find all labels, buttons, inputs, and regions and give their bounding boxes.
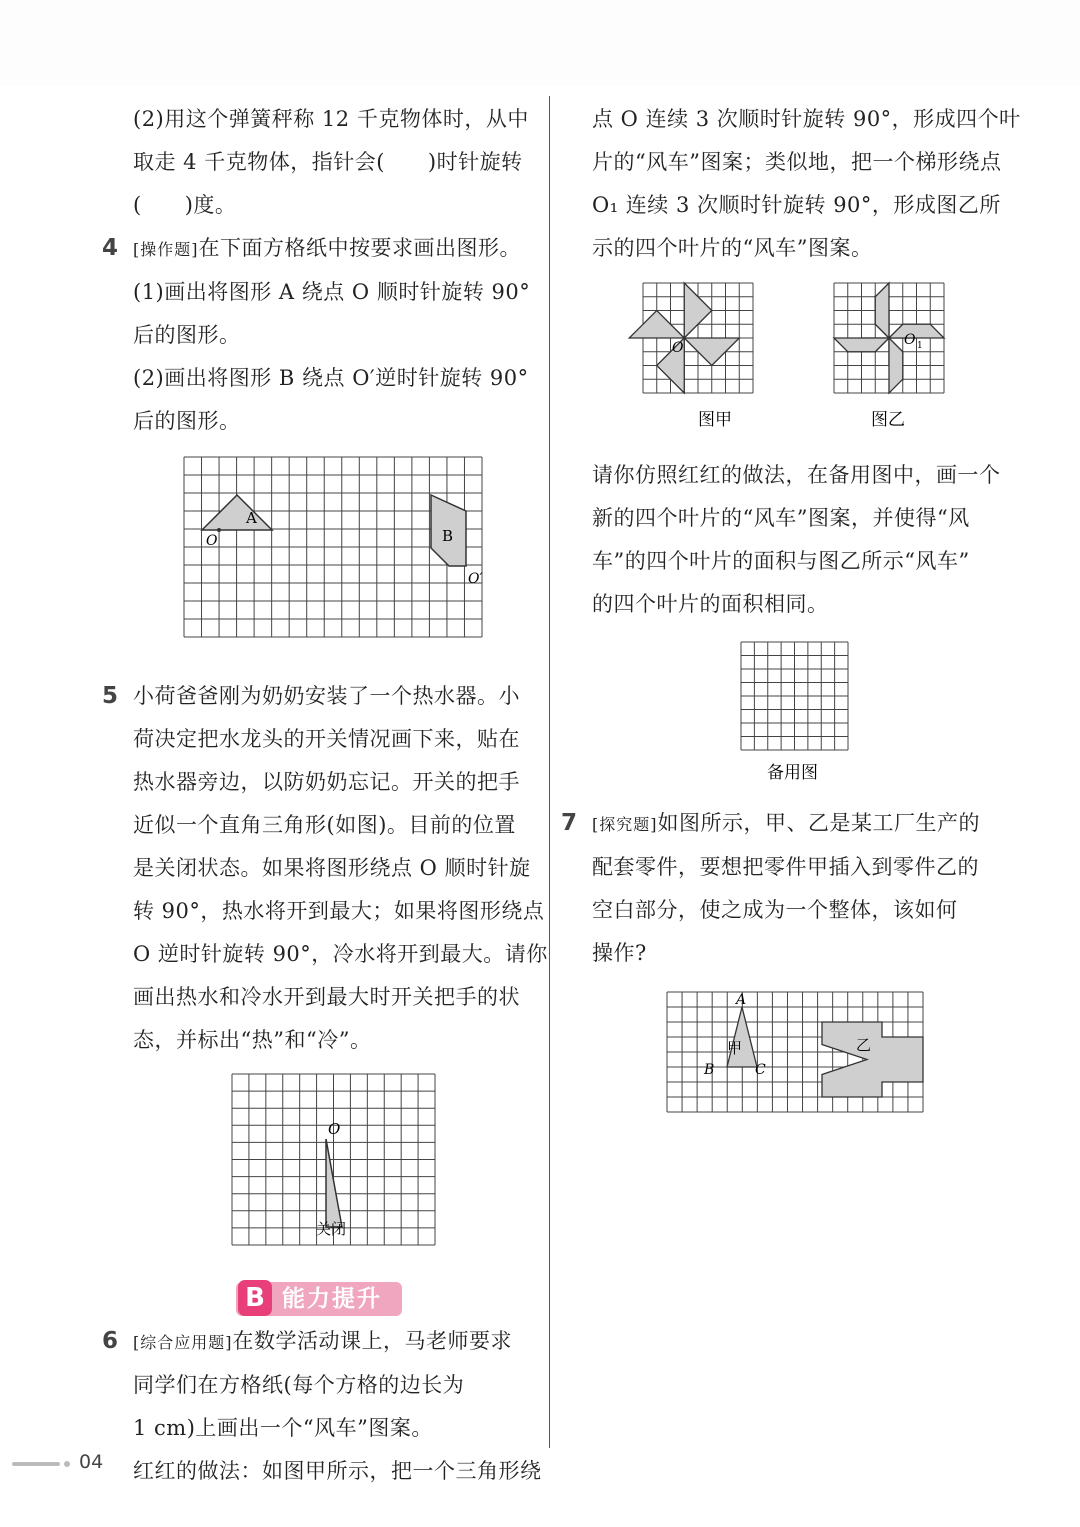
q3-line: ( )度。 xyxy=(133,193,237,217)
q7-figure xyxy=(592,975,1002,1135)
label-jia: 甲 xyxy=(727,1039,743,1057)
right-column xyxy=(561,98,1021,1135)
q5-line: O 逆时针旋转 90°，冷水将开到最大。请你 xyxy=(133,942,548,966)
q6-task-line: 的四个叶片的面积相同。 xyxy=(592,592,829,616)
q4-line: (2)画出将图形 B 绕点 O′逆时针旋转 90° xyxy=(133,366,529,390)
windmill-figures xyxy=(592,270,1002,454)
label-a: A xyxy=(246,509,257,527)
q4-tag: [操作题] xyxy=(133,240,199,259)
spare-figure xyxy=(592,626,1002,802)
fig-yi-o-label: O xyxy=(904,332,916,348)
q7-line: 操作? xyxy=(592,941,647,965)
q6-cont-line: 点 O 连续 3 次顺时针旋转 90°，形成四个叶 xyxy=(592,107,1021,131)
label-closed: 关闭 xyxy=(316,1220,347,1238)
q3-line: 取走 4 千克物体，指针会( )时针旋转 xyxy=(133,150,523,174)
q4-grid-figure xyxy=(96,443,536,675)
shape-a xyxy=(202,495,272,530)
q5-line: 转 90°，热水将开到最大；如果将图形绕点 xyxy=(133,899,545,923)
fig-yi-caption: 图乙 xyxy=(871,410,905,430)
column-divider xyxy=(549,96,550,1448)
q5-line: 热水器旁边，以防奶奶忘记。开关的把手 xyxy=(133,770,520,794)
label-o-prime: O′ xyxy=(468,571,483,587)
q7-line: 配套零件，要想把零件甲插入到零件乙的 xyxy=(592,855,979,879)
q4-first-line xyxy=(96,227,536,271)
badge-letter: B xyxy=(238,1280,272,1316)
q6-line: 同学们在方格纸(每个方格的边长为 xyxy=(133,1373,465,1397)
q4-line: 后的图形。 xyxy=(133,409,241,433)
q4-line: (1)画出将图形 A 绕点 O 顺时针旋转 90° xyxy=(133,280,531,304)
q7-tag: [探究题] xyxy=(592,815,658,834)
q6-line: 1 cm)上画出一个“风车”图案。 xyxy=(133,1416,433,1440)
q4-line: 后的图形。 xyxy=(133,323,241,347)
windmill-svg xyxy=(592,270,1002,454)
fig-yi-o-subscript: 1 xyxy=(917,341,923,351)
q7-first: 如图所示，甲、乙是某工厂生产的 xyxy=(657,811,980,835)
q6-line: 红红的做法：如图甲所示，把一个三角形绕 xyxy=(133,1459,542,1483)
q5-first: 小荷爸爸刚为奶奶安装了一个热水器。小 xyxy=(133,684,520,708)
q6-number: 6 xyxy=(102,1328,119,1354)
fig-jia-blades xyxy=(629,283,739,393)
q6-tag: [综合应用题] xyxy=(133,1333,233,1352)
q5-number: 5 xyxy=(102,683,119,709)
q7-svg xyxy=(592,975,1002,1135)
label-b: B xyxy=(704,1062,715,1078)
spare-svg xyxy=(592,626,1002,802)
footer-dot xyxy=(64,1461,70,1467)
q5-line: 是关闭状态。如果将图形绕点 O 顺时针旋 xyxy=(133,856,531,880)
spare-caption: 备用图 xyxy=(767,763,818,783)
q7-number: 7 xyxy=(561,810,578,836)
q6-first-line xyxy=(96,1320,536,1364)
badge-title: 能力提升 xyxy=(282,1286,382,1312)
q7-line: 空白部分，使之成为一个整体，该如何 xyxy=(592,898,958,922)
q6-cont-line: O₁ 连续 3 次顺时针旋转 90°，形成图乙所 xyxy=(592,193,1001,217)
label-a: A xyxy=(736,992,747,1008)
fig-jia-caption: 图甲 xyxy=(698,410,732,430)
q6-cont-line: 示的四个叶片的“风车”图案。 xyxy=(592,236,873,260)
fig-jia-o-label: O xyxy=(672,340,684,356)
q6-task-line: 请你仿照红红的做法，在备用图中，画一个 xyxy=(592,463,1001,487)
q5-first-line xyxy=(96,675,536,718)
q5-line: 荷决定把水龙头的开关情况画下来，贴在 xyxy=(133,727,520,751)
q5-line: 态，并标出“热”和“冷”。 xyxy=(133,1028,372,1052)
q4-first: 在下面方格纸中按要求画出图形。 xyxy=(198,236,521,260)
label-c: C xyxy=(755,1062,766,1078)
q4-grid xyxy=(96,443,536,675)
q3-line: (2)用这个弹簧秤称 12 千克物体时，从中 xyxy=(133,107,529,131)
header-band xyxy=(0,0,1080,86)
page-number: 04 xyxy=(79,1451,104,1473)
q5-grid-figure xyxy=(96,1062,536,1274)
q5-line: 画出热水和冷水开到最大时开关把手的状 xyxy=(133,985,520,1009)
left-column xyxy=(96,98,548,1493)
q6-task-line: 新的四个叶片的“风车”图案，并使得“风 xyxy=(592,506,970,530)
label-o: O xyxy=(206,533,218,549)
q5-grid xyxy=(96,1062,536,1274)
q6-task-line: 车”的四个叶片的面积与图乙所示“风车” xyxy=(592,549,970,573)
fig-yi-trapezoids xyxy=(834,283,944,393)
label-o: O xyxy=(328,1120,341,1138)
q7-first-line xyxy=(555,802,1002,846)
q4-number: 4 xyxy=(102,235,119,261)
q6-cont-line: 片的“风车”图案；类似地，把一个梯形绕点 xyxy=(592,150,1002,174)
section-b-badge xyxy=(96,1274,536,1320)
q5-line: 近似一个直角三角形(如图)。目前的位置 xyxy=(133,813,516,837)
point-o xyxy=(217,528,221,532)
label-b: B xyxy=(442,527,454,545)
q6-first: 在数学活动课上，马老师要求 xyxy=(232,1329,512,1353)
label-yi: 乙 xyxy=(856,1036,872,1054)
spare-grid-lines xyxy=(741,642,848,750)
footer-rule xyxy=(12,1462,60,1466)
